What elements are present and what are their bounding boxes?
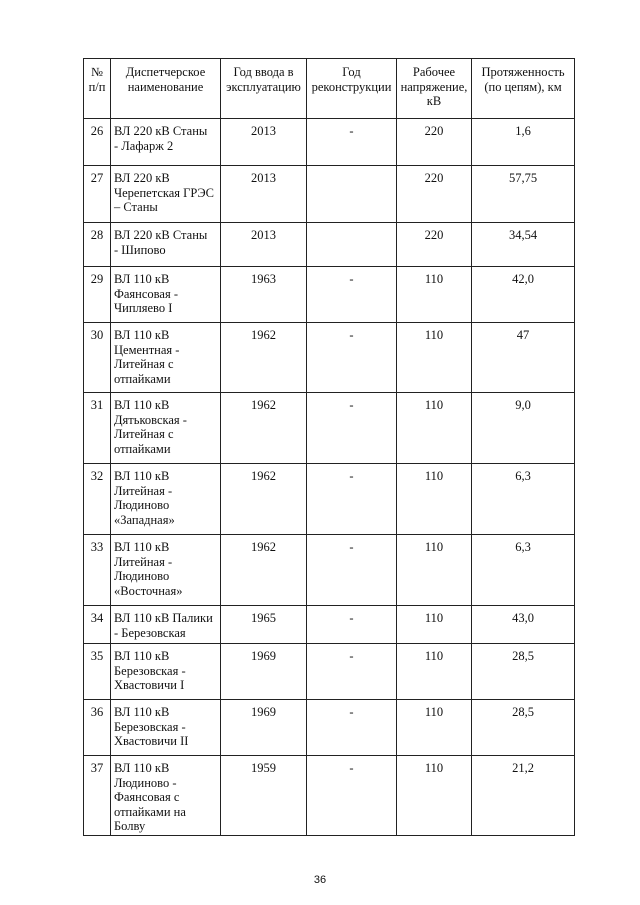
voltage-cell: 110 bbox=[397, 323, 472, 393]
reconstruction-year-cell bbox=[307, 223, 397, 267]
reconstruction-year-cell: - bbox=[307, 756, 397, 836]
reconstruction-year-cell: - bbox=[307, 644, 397, 700]
row-number-cell: 35 bbox=[84, 644, 111, 700]
line-name-cell: ВЛ 110 кВ Литейная - Людиново «Восточная» bbox=[111, 535, 221, 606]
commissioning-year-cell: 1962 bbox=[221, 535, 307, 606]
reconstruction-year-cell: - bbox=[307, 464, 397, 535]
reconstruction-year-cell: - bbox=[307, 700, 397, 756]
commissioning-year-cell: 1969 bbox=[221, 644, 307, 700]
table-row bbox=[84, 535, 575, 606]
reconstruction-year-cell: - bbox=[307, 606, 397, 644]
length-cell: 28,5 bbox=[472, 700, 575, 756]
commissioning-year-cell: 1963 bbox=[221, 267, 307, 323]
line-name-cell: ВЛ 110 кВ Дятьковская - Литейная с отпайками bbox=[111, 393, 221, 464]
commissioning-year-cell: 1959 bbox=[221, 756, 307, 836]
commissioning-year-cell: 2013 bbox=[221, 119, 307, 166]
page-number: 36 bbox=[313, 874, 327, 886]
line-name-cell: ВЛ 220 кВ Станы - Шипово bbox=[111, 223, 221, 267]
voltage-cell: 220 bbox=[397, 166, 472, 223]
row-number-cell: 31 bbox=[84, 393, 111, 464]
line-name-cell: ВЛ 110 кВ Березовская - Хвастовичи II bbox=[111, 700, 221, 756]
header-number: № п/п bbox=[84, 59, 111, 119]
header-length: Протяженность (по цепям), км bbox=[472, 59, 575, 119]
row-number-cell: 29 bbox=[84, 267, 111, 323]
row-number-cell: 27 bbox=[84, 166, 111, 223]
commissioning-year-cell: 1962 bbox=[221, 464, 307, 535]
commissioning-year-cell: 2013 bbox=[221, 223, 307, 267]
commissioning-year-cell: 1965 bbox=[221, 606, 307, 644]
voltage-cell: 110 bbox=[397, 756, 472, 836]
line-name-cell: ВЛ 110 кВ Березовская - Хвастовичи I bbox=[111, 644, 221, 700]
table-row bbox=[84, 606, 575, 644]
header-operating-voltage: Рабочее напряжение, кВ bbox=[397, 59, 472, 119]
reconstruction-year-cell: - bbox=[307, 393, 397, 464]
reconstruction-year-cell: - bbox=[307, 535, 397, 606]
header-reconstruction-year: Год реконструкции bbox=[307, 59, 397, 119]
commissioning-year-cell: 1969 bbox=[221, 700, 307, 756]
voltage-cell: 110 bbox=[397, 700, 472, 756]
line-name-cell: ВЛ 110 кВ Палики - Березовская bbox=[111, 606, 221, 644]
row-number-cell: 30 bbox=[84, 323, 111, 393]
table-row bbox=[84, 323, 575, 393]
table-row bbox=[84, 166, 575, 223]
line-name-cell: ВЛ 220 кВ Станы - Лафарж 2 bbox=[111, 119, 221, 166]
row-number-cell: 37 bbox=[84, 756, 111, 836]
length-cell: 9,0 bbox=[472, 393, 575, 464]
row-number-cell: 34 bbox=[84, 606, 111, 644]
length-cell: 34,54 bbox=[472, 223, 575, 267]
line-name-cell: ВЛ 110 кВ Литейная - Людиново «Западная» bbox=[111, 464, 221, 535]
commissioning-year-cell: 1962 bbox=[221, 393, 307, 464]
voltage-cell: 220 bbox=[397, 223, 472, 267]
row-number-cell: 32 bbox=[84, 464, 111, 535]
length-cell: 6,3 bbox=[472, 535, 575, 606]
power-lines-table bbox=[83, 58, 575, 836]
table-row bbox=[84, 700, 575, 756]
reconstruction-year-cell: - bbox=[307, 119, 397, 166]
line-name-cell: ВЛ 110 кВ Фаянсовая - Чипляево I bbox=[111, 267, 221, 323]
length-cell: 42,0 bbox=[472, 267, 575, 323]
header-commissioning-year: Год ввода в эксплуатацию bbox=[221, 59, 307, 119]
row-number-cell: 28 bbox=[84, 223, 111, 267]
row-number-cell: 33 bbox=[84, 535, 111, 606]
voltage-cell: 110 bbox=[397, 644, 472, 700]
voltage-cell: 110 bbox=[397, 606, 472, 644]
table-row bbox=[84, 393, 575, 464]
row-number-cell: 26 bbox=[84, 119, 111, 166]
voltage-cell: 110 bbox=[397, 535, 472, 606]
length-cell: 21,2 bbox=[472, 756, 575, 836]
line-name-cell: ВЛ 110 кВ Цементная - Литейная с отпайками bbox=[111, 323, 221, 393]
length-cell: 6,3 bbox=[472, 464, 575, 535]
row-number-cell: 36 bbox=[84, 700, 111, 756]
voltage-cell: 110 bbox=[397, 267, 472, 323]
commissioning-year-cell: 1962 bbox=[221, 323, 307, 393]
table-row bbox=[84, 644, 575, 700]
line-name-cell: ВЛ 110 кВ Людиново - Фаянсовая с отпайками на Болву bbox=[111, 756, 221, 836]
length-cell: 47 bbox=[472, 323, 575, 393]
length-cell: 43,0 bbox=[472, 606, 575, 644]
table-row bbox=[84, 119, 575, 166]
header-dispatch-name: Диспетчерское наименование bbox=[111, 59, 221, 119]
reconstruction-year-cell: - bbox=[307, 323, 397, 393]
length-cell: 1,6 bbox=[472, 119, 575, 166]
line-name-cell: ВЛ 220 кВ Черепетская ГРЭС – Станы bbox=[111, 166, 221, 223]
table-row bbox=[84, 223, 575, 267]
reconstruction-year-cell: - bbox=[307, 267, 397, 323]
voltage-cell: 110 bbox=[397, 393, 472, 464]
length-cell: 28,5 bbox=[472, 644, 575, 700]
reconstruction-year-cell bbox=[307, 166, 397, 223]
table-row bbox=[84, 267, 575, 323]
length-cell: 57,75 bbox=[472, 166, 575, 223]
voltage-cell: 110 bbox=[397, 464, 472, 535]
commissioning-year-cell: 2013 bbox=[221, 166, 307, 223]
table-header-row bbox=[84, 59, 575, 119]
voltage-cell: 220 bbox=[397, 119, 472, 166]
table-row bbox=[84, 464, 575, 535]
table-row bbox=[84, 756, 575, 836]
